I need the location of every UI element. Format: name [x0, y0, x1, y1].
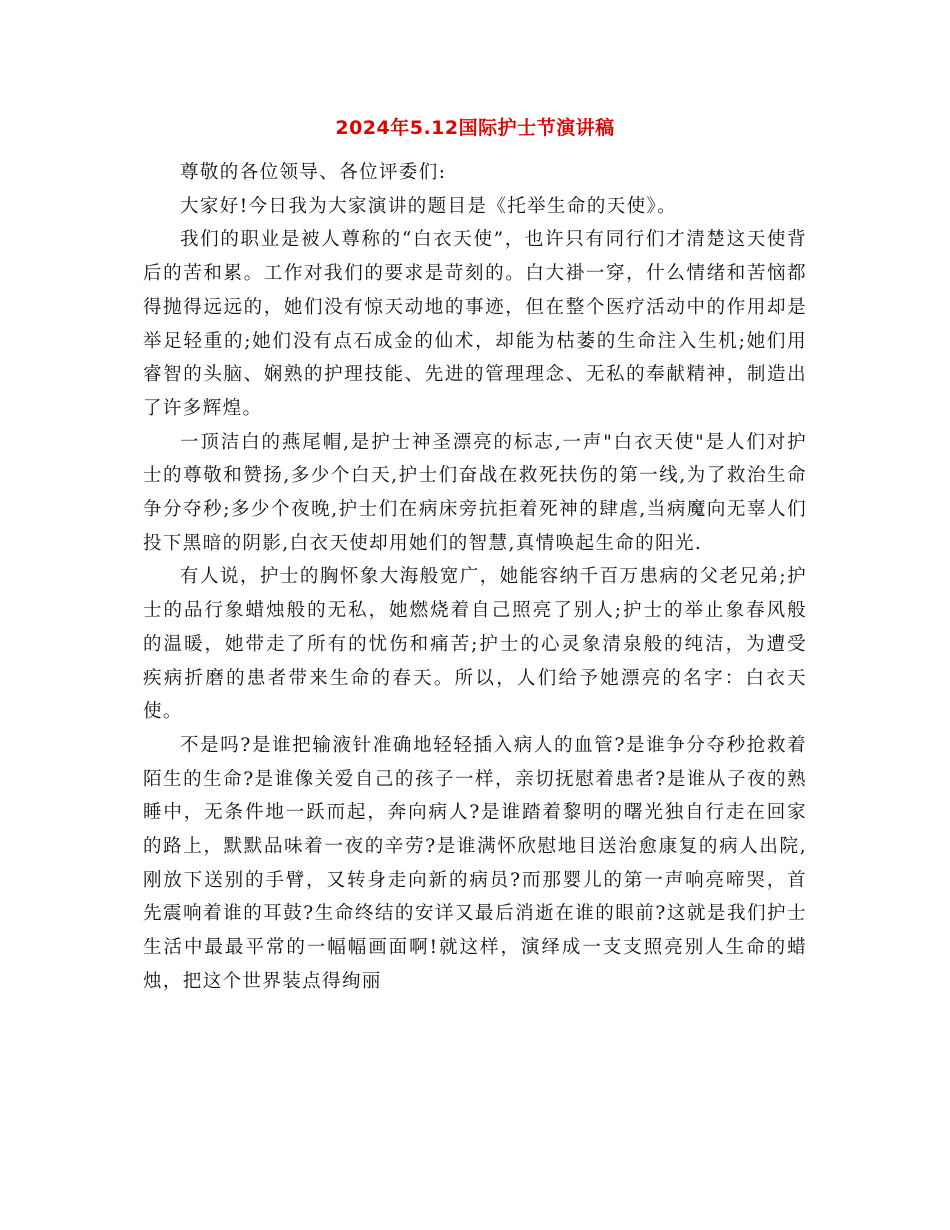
paragraph-salutation: 尊敬的各位领导、各位评委们: — [180, 162, 447, 183]
paragraph-greeting: 大家好!今日我为大家演讲的题目是《托举生命的天使》。 — [180, 195, 678, 217]
paragraph: 有人说，护士的胸怀象大海般宽广，她能容纳千百万患病的父老兄弟;护士的品行象蜡烛般的无私，她燃烧着自己照亮了别人;护士的举止象春风般的温暖，她带走了所有的忧伤和痛苦;护士的心灵象清泉般的纯洁，为遭受疾病折磨的患者带来生命的春天。所以，人们给予她漂亮的名字：白衣天使。 — [143, 566, 807, 723]
paragraph: 我们的职业是被人尊称的“白衣天使”，也许只有同行们才清楚这天使背后的苦和累。工作对我们的要求是苛刻的。白大褂一穿，什么情绪和苦恼都得抛得远远的，她们没有惊天动地的事迹，但在整个医疗活动中的作用却是举足轻重的;她们没有点石成金的仙术，却能为枯萎的生命注入生机;她们用睿智的头脑、娴熟的护理技能、先进的管理理念、无私的奉献精神，制造出了许多辉煌。 — [143, 229, 807, 419]
paragraph: 不是吗?是谁把输液针准确地轻轻插入病人的血管?是谁争分夺秒抢救着陌生的生命?是谁像关爱自己的孩子一样，亲切抚慰着患者?是谁从子夜的熟睡中，无条件地一跃而起，奔向病人?是谁踏着黎明的曙光独自行走在回家的路上，默默品味着一夜的辛劳?是谁满怀欣慰地目送治愈康复的病人出院,刚放下送别的手臂，又转身走向新的病员?而那婴儿的第一声响亮啼哭，首先震响着谁的耳鼓?生命终结的安详又最后消逝在谁的眼前?这就是我们护士生活中最最平常的一幅幅画面啊!就这样，演绎成一支支照亮别人生命的蜡烛，把这个世界装点得绚丽 — [143, 734, 807, 992]
document-body — [143, 156, 807, 999]
document-title: 2024年5.12国际护士节演讲稿 — [335, 117, 615, 139]
paragraph: 一顶洁白的燕尾帽,是护士神圣漂亮的标志,一声"白衣天使"是人们对护士的尊敬和赞扬,多少个白天,护士们奋战在救死扶伤的第一线,为了救治生命争分夺秒;多少个夜晚,护士们在病床旁抗拒着死神的肆虐,当病魔向无辜人们投下黑暗的阴影,白衣天使却用她们的智慧,真情唤起生命的阳光. — [143, 431, 807, 554]
